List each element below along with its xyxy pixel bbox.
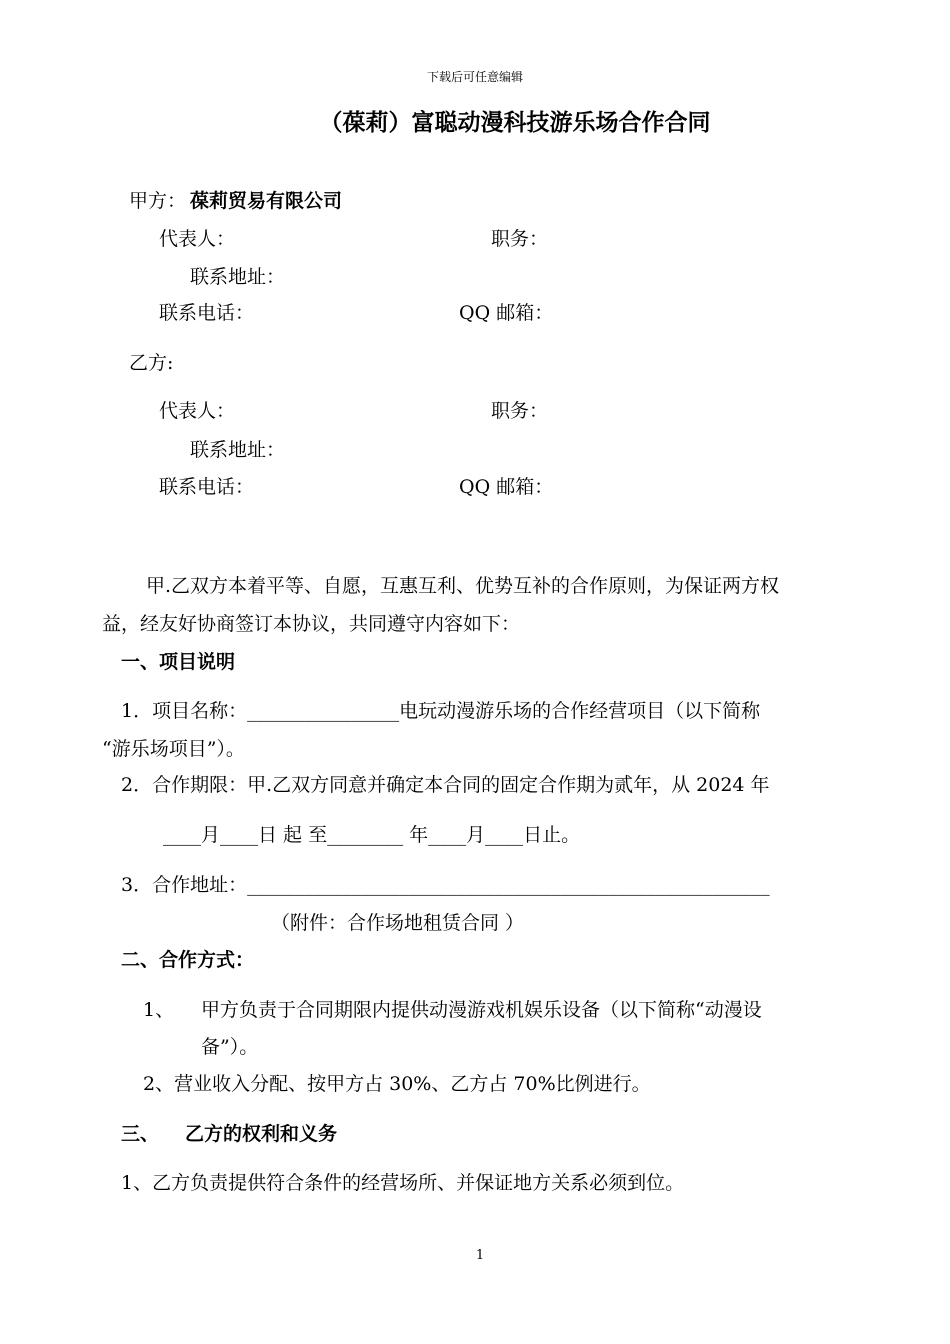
party-a-phone: 联系电话： — [159, 302, 255, 324]
page-header: 下载后可任意编辑 — [426, 70, 523, 84]
party-a-name: 葆莉贸易有限公司 — [190, 190, 343, 212]
party-b-qq: QQ 邮箱： — [459, 476, 554, 498]
party-b-position: 职务： — [491, 400, 549, 422]
party-a-label: 甲方： — [129, 190, 187, 212]
section-2-item-1: 甲方负责于合同期限内提供动漫游戏机娱乐设备（以下简称“动漫设 — [201, 999, 762, 1021]
section-1-item-3-note: （附件：合作场地租赁合同 ） — [271, 912, 525, 934]
party-a-qq: QQ 邮箱： — [459, 302, 554, 324]
section-3-heading: 乙方的权利和义务 — [185, 1123, 338, 1145]
section-1-item-1: 1．项目名称：________________电玩动漫游乐场的合作经营项目（以下简称 — [121, 700, 761, 722]
section-3-heading-number: 三、 — [121, 1123, 160, 1145]
section-1-item-3: 3．合作地址：_______________________________________________________ — [121, 874, 770, 896]
section-1-item-2-cont: ____月____日 起 至________ 年____月____日止。 — [163, 824, 581, 846]
party-b-phone: 联系电话： — [159, 476, 255, 498]
section-3-item-1: 1、乙方负责提供符合条件的经营场所、并保证地方关系必须到位。 — [121, 1172, 685, 1194]
intro-line-2: 益，经友好协商签订本协议，共同遵守内容如下： — [102, 613, 521, 635]
party-b-rep: 代表人： — [159, 400, 236, 422]
party-a-position: 职务： — [491, 228, 549, 250]
party-b-label: 乙方: — [129, 352, 174, 374]
party-b-address: 联系地址： — [190, 439, 286, 461]
party-a-address: 联系地址： — [190, 266, 286, 288]
party-a-rep: 代表人： — [159, 228, 236, 250]
section-2-item-1-number: 1、 — [143, 999, 175, 1021]
section-2-heading: 二、合作方式： — [121, 949, 255, 971]
section-1-item-1-cont: “游乐场项目”）。 — [102, 738, 245, 760]
section-2-item-2: 2、营业收入分配、按甲方占 30%、乙方占 70%比例进行。 — [143, 1073, 651, 1095]
section-2-item-1-cont: 备”）。 — [201, 1036, 259, 1058]
document-title: （葆莉）富聪动漫科技游乐场合作合同 — [319, 109, 711, 136]
section-1-item-2: 2．合作期限：甲.乙双方同意并确定本合同的固定合作期为贰年，从 2024 年 — [121, 774, 770, 796]
section-1-heading: 一、项目说明 — [121, 651, 236, 673]
intro-line-1: 甲.乙双方本着平等、自愿，互惠互利、优势互补的合作原则，为保证两方权 — [146, 575, 780, 597]
page-number: 1 — [475, 1248, 485, 1263]
